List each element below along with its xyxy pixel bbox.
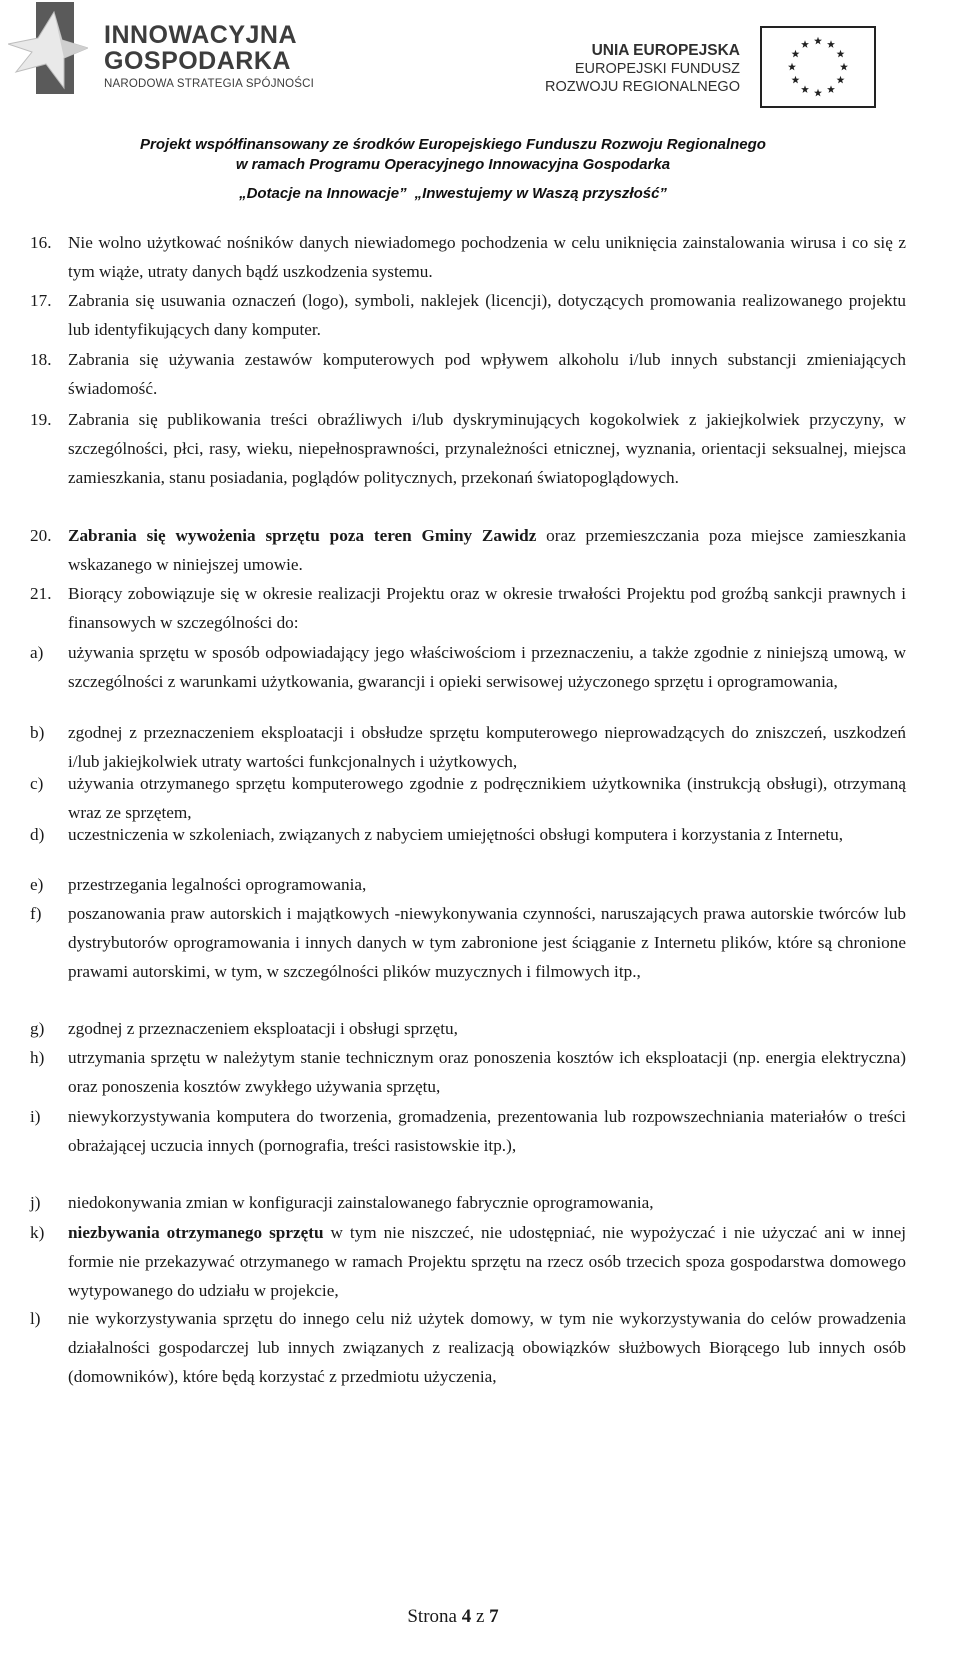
- sub-item-text: przestrzegania legalności oprogramowania,: [68, 875, 367, 894]
- sub-item-text: nie wykorzystywania sprzętu do innego celu niż użytek domowy, w tym nie wykorzystywania do celów prowadzenia działalności gospodarczej lub innych związanych z realizacją obowiązków służbowych Biorącego lub innych osób (domowników), które będą korzystać z przedmiotu użyczenia,: [68, 1309, 906, 1386]
- item-number: 18.: [30, 350, 52, 369]
- logo-title-line-2: GOSPODARKA: [104, 47, 291, 75]
- sub-item-label: b): [30, 723, 45, 742]
- sub-item-text: używania otrzymanego sprzętu komputerowego zgodnie z podręcznikiem użytkownika (instrukcją obsługi), otrzymaną wraz ze sprzętem,: [68, 774, 906, 822]
- sub-item-e: [30, 870, 906, 899]
- list-item-19: [30, 405, 906, 492]
- item-bold-text: Zabrania się wywożenia sprzętu poza teren Gminy Zawidz: [68, 526, 537, 545]
- sub-item-j: [30, 1188, 906, 1217]
- sub-item-h: [30, 1043, 906, 1101]
- sub-item-label: l): [30, 1309, 41, 1328]
- item-text: Zabrania się używania zestawów komputerowych pod wpływem alkoholu i/lub innych substancji zmieniających świadomość.: [68, 350, 906, 398]
- sub-item-text: utrzymania sprzętu w należytym stanie technicznym oraz ponoszenia kosztów ich eksploatacji (np. energia elektryczna) oraz ponoszenia kosztów zwykłego używania sprzętu,: [68, 1048, 906, 1096]
- item-text: Zabrania się publikowania treści obraźliwych i/lub dyskryminujących kogokolwiek z jakiejkolwiek przyczyny, w szczególności, płci, rasy, wieku, niepełnosprawności, przynależności etnicznej, wyznania, orientacji seksualnej, miejsca zamieszkania, stanu posiadania, poglądów politycznych, przekonań światopoglądowych.: [68, 410, 906, 487]
- slogan-inwestujemy: „Inwestujemy w Waszą przyszłość”: [414, 185, 667, 202]
- list-item-16: [30, 228, 906, 286]
- sub-item-text: niewykorzystywania komputera do tworzenia, gromadzenia, prezentowania lub rozpowszechniania materiałów o treści obrażającej uczucia innych (pornografia, treści rasistowskie itp.),: [68, 1107, 906, 1155]
- logo-title-line-1: INNOWACYJNA: [104, 21, 298, 49]
- sub-item-b: [30, 718, 906, 776]
- logo-subtitle: NARODOWA STRATEGIA SPÓJNOŚCI: [104, 78, 315, 90]
- sub-item-label: e): [30, 875, 44, 894]
- slogan-dotacje: „Dotacje na Innowacje”: [239, 185, 407, 202]
- item-rest-text: oraz przemieszczania poza miejsce zamieszkania wskazanego w niniejszej umowie.: [68, 526, 906, 574]
- footer-prefix: Strona: [407, 1606, 462, 1627]
- item-text: Biorący zobowiązuje się w okresie realizacji Projektu oraz w okresie trwałości Projektu pod groźbą sankcji prawnych i finansowych w szczególności do:: [68, 584, 906, 632]
- project-funding-line: Projekt współfinansowany ze środków Europejskiego Funduszu Rozwoju Regionalnego: [140, 136, 766, 153]
- sub-item-label: a): [30, 643, 44, 662]
- list-item-18: [30, 345, 906, 403]
- sub-item-label: i): [30, 1107, 41, 1126]
- program-line: w ramach Programu Operacyjnego Innowacyjna Gospodarka: [235, 156, 671, 173]
- eu-logo-line-1: UNIA EUROPEJSKA: [591, 42, 740, 59]
- sub-item-label: h): [30, 1048, 45, 1067]
- sub-item-text: zgodnej z przeznaczeniem eksploatacji i obsługi sprzętu,: [68, 1019, 458, 1038]
- item-number: 21.: [30, 584, 52, 603]
- sub-item-a: [30, 638, 906, 696]
- sub-item-text: zgodnej z przeznaczeniem eksploatacji i obsłudze sprzętu komputerowego nieprowadzących do zniszczeń, uszkodzeń i/lub jakiejkolwiek utraty wartości funkcjonalnych i użytkowych,: [68, 723, 906, 771]
- list-item-21: [30, 579, 906, 637]
- footer-middle: z: [471, 1606, 490, 1627]
- item-number: 20.: [30, 526, 52, 545]
- page-number-footer: [0, 1606, 906, 1628]
- ig-star-logo-icon: [8, 0, 88, 100]
- eu-logo: [545, 8, 920, 118]
- item-text: Nie wolno użytkować nośników danych niewiadomego pochodzenia w celu uniknięcia zainstalowania wirusa i co się z tym wiąże, utraty danych bądź uszkodzenia systemu.: [68, 233, 906, 281]
- sub-item-k: [30, 1218, 906, 1305]
- sub-item-text: używania sprzętu w sposób odpowiadający jego właściwościom i przeznaczeniu, a także zgodnie z niniejszą umową, w szczególności z warunkami użytkowania, gwarancji i opieki serwisowej użyczonego sprzętu i oprogramowania,: [68, 643, 906, 691]
- footer-current-page: 4: [461, 1606, 472, 1627]
- sub-item-i: [30, 1102, 906, 1160]
- sub-item-l: [30, 1304, 906, 1391]
- sub-item-label: k): [30, 1223, 45, 1242]
- sub-item-rest-text: w tym nie niszczeć, nie udostępniać, nie wypożyczać i nie użyczać ani w innej formie nie przekazywać otrzymanego w ramach Projektu sprzętu na rzecz osób trzecich spoza gospodarstwa domowego wytypowanego do udziału w projekcie,: [68, 1223, 906, 1300]
- sub-item-text: niedokonywania zmian w konfiguracji zainstalowanego fabrycznie oprogramowania,: [68, 1193, 654, 1212]
- sub-item-text: [68, 1218, 906, 1305]
- sub-item-bold-text: niezbywania otrzymanego sprzętu: [68, 1223, 324, 1242]
- sub-item-label: f): [30, 904, 42, 923]
- page-header: [0, 0, 960, 220]
- eu-logo-line-3: ROZWOJU REGIONALNEGO: [545, 79, 740, 95]
- sub-item-text: uczestniczenia w szkoleniach, związanych z nabyciem umiejętności obsługi komputera i korzystania z Internetu,: [68, 825, 844, 844]
- footer-total-pages: 7: [489, 1606, 499, 1627]
- sub-item-label: d): [30, 825, 45, 844]
- item-number: 16.: [30, 233, 52, 252]
- eu-logo-line-2: EUROPEJSKI FUNDUSZ: [574, 61, 740, 77]
- item-number: 19.: [30, 410, 52, 429]
- slogans-line: [0, 185, 906, 202]
- eu-flag-icon: [760, 26, 876, 108]
- sub-item-label: j): [30, 1193, 41, 1212]
- sub-item-c: [30, 769, 906, 827]
- innowacyjna-gospodarka-logo: [8, 0, 315, 110]
- list-item-20: [30, 521, 906, 579]
- sub-item-label: g): [30, 1019, 45, 1038]
- sub-item-text: poszanowania praw autorskich i majątkowych -niewykonywania czynności, naruszających prawa autorskie twórców lub dystrybutorów oprogramowania i innych danych w tym zabronione jest ściąganie z Internetu plików, które są chronione prawami autorskimi, w tym, w szczególności plików muzycznych i filmowych itp.,: [68, 904, 906, 981]
- sub-item-label: c): [30, 774, 44, 793]
- sub-item-d: [30, 820, 906, 849]
- item-number: 17.: [30, 291, 52, 310]
- item-text: Zabrania się usuwania oznaczeń (logo), symboli, naklejek (licencji), dotyczących promowania realizowanego projektu lub identyfikujących dany komputer.: [68, 291, 906, 339]
- list-item-17: [30, 286, 906, 344]
- item-text: [68, 521, 906, 579]
- sub-item-f: [30, 899, 906, 986]
- sub-item-g: [30, 1014, 906, 1043]
